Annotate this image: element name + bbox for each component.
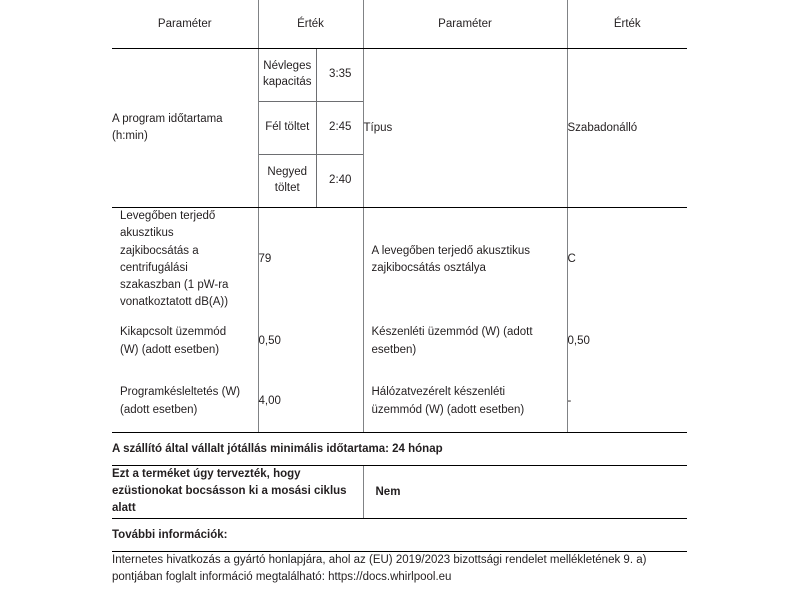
delay-start-value: 4,00 (258, 372, 363, 433)
noise-power-block (112, 207, 687, 433)
delay-start-label: Programkésleltetés (W) (adott esetben) (112, 372, 258, 433)
further-info-note-row (112, 551, 687, 587)
warranty-row (112, 433, 687, 466)
table-row (112, 372, 687, 433)
networked-standby-value: - (567, 372, 687, 433)
type-label: Típus (363, 49, 567, 207)
off-mode-label: Kikapcsolt üzemmód (W) (adott esetben) (120, 326, 227, 356)
duration-subtable (259, 49, 364, 207)
load-value-nominal: 3:35 (317, 49, 364, 102)
duration-subrow (259, 155, 364, 208)
further-info-heading-row (112, 519, 687, 552)
further-info-block (112, 519, 687, 588)
header-parameter-left: Paraméter (112, 0, 258, 49)
table-row (112, 312, 687, 372)
parameter-table (112, 0, 687, 49)
type-value: Szabadonálló (567, 49, 687, 207)
noise-class-label: A levegőben terjedő akusztikus zajkibocsátás osztálya (363, 208, 567, 312)
silver-ions-answer: Nem (363, 466, 687, 519)
load-name-half: Fél töltet (259, 102, 317, 155)
table-row (112, 208, 687, 312)
silver-ions-block (112, 466, 687, 519)
warranty-block (112, 433, 687, 466)
off-mode-value: 0,50 (258, 312, 363, 372)
networked-standby-label: Hálózatvezérelt készenléti üzemmód (W) (adott esetben) (363, 372, 567, 433)
noise-class-value: C (567, 208, 687, 312)
load-value-quarter: 2:40 (317, 155, 364, 208)
silver-ions-row (112, 466, 687, 519)
noise-emission-value: 79 (258, 208, 363, 312)
duration-type-block (112, 49, 687, 207)
load-name-nominal: Névleges kapacitás (259, 49, 317, 102)
header-value-right: Érték (567, 0, 687, 49)
load-name-quarter: Negyed töltet (259, 155, 317, 208)
duration-row (112, 49, 687, 207)
duration-subtable-cell (258, 49, 363, 207)
load-value-half: 2:45 (317, 102, 364, 155)
further-info-note: Internetes hivatkozás a gyártó honlapjára, ahol az (EU) 2019/2023 bizottsági rendelet mellékletének 9. a) pontjában foglalt információ megtalálható: https://docs.whirlpool.eu (112, 553, 647, 584)
standby-mode-value: 0,50 (567, 312, 687, 372)
further-info-heading: További információk: (112, 519, 687, 552)
noise-emission-label: Levegőben terjedő akusztikus zajkibocsátás a centrifugálási szakaszban (1 pW-ra vonatkoztatott dB(A)) (112, 208, 258, 312)
silver-ions-question: Ezt a terméket úgy tervezték, hogy ezüstionokat bocsásson ki a mosási ciklus alatt (112, 466, 363, 519)
standby-mode-label: Készenléti üzemmód (W) (adott esetben) (363, 312, 567, 372)
duration-subrow (259, 102, 364, 155)
duration-label: A program időtartama (h:min) (112, 113, 223, 142)
table-header-row (112, 0, 687, 49)
header-parameter-right: Paraméter (363, 0, 567, 49)
header-value-left: Érték (258, 0, 363, 49)
warranty-text: A szállító által vállalt jótállás minimális időtartama: 24 hónap (112, 433, 687, 466)
product-information-sheet (112, 0, 687, 587)
duration-subrow (259, 49, 364, 102)
